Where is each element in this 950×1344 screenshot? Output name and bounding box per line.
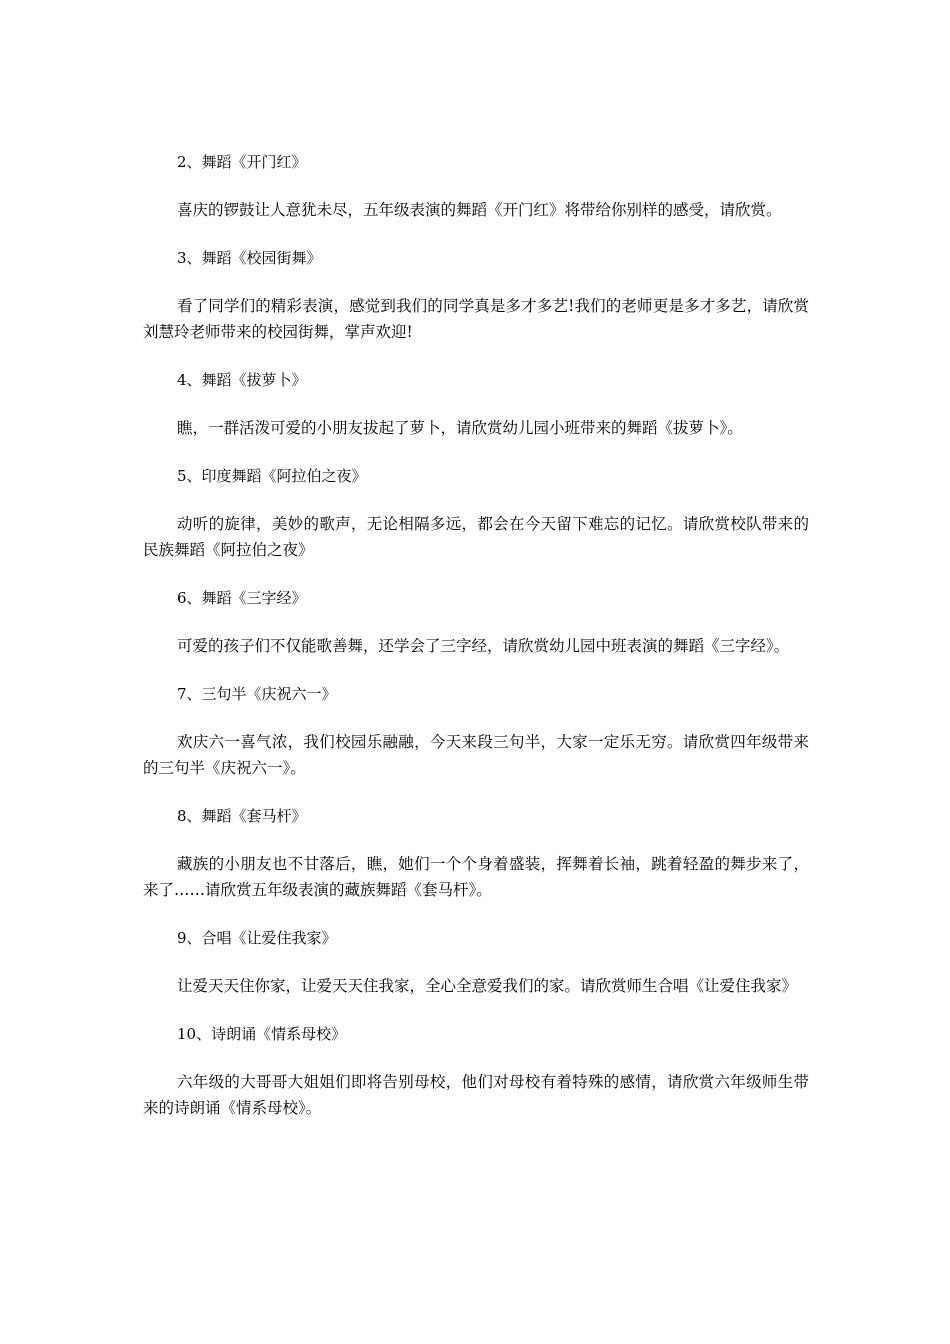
program-intro: 六年级的大哥哥大姐姐们即将告别母校，他们对母校有着特殊的感情，请欣赏六年级师生带来的诗朗诵《情系母校》。 [143,1073,809,1117]
program-title: 3、舞蹈《校园街舞》 [177,249,322,267]
program-intro: 喜庆的锣鼓让人意犹未尽，五年级表演的舞蹈《开门红》将带给你别样的感受，请欣赏。 [177,201,782,219]
program-intro: 让爱天天住你家，让爱天天住我家，全心全意爱我们的家。请欣赏师生合唱《让爱住我家》 [177,977,798,995]
program-intro: 可爱的孩子们不仅能歌善舞，还学会了三字经，请欣赏幼儿园中班表演的舞蹈《三字经》。 [177,637,790,655]
program-title: 10、诗朗诵《情系母校》 [177,1025,347,1043]
program-title: 7、三句半《庆祝六一》 [177,685,337,703]
program-intro: 动听的旋律，美妙的歌声，无论相隔多远，都会在今天留下难忘的记忆。请欣赏校队带来的民族舞蹈《阿拉伯之夜》 [143,515,809,559]
program-title: 4、舞蹈《拔萝卜》 [177,371,307,389]
program-title: 9、合唱《让爱住我家》 [177,929,337,947]
program-list [143,149,809,1143]
program-intro: 藏族的小朋友也不甘落后，瞧，她们一个个身着盛装，挥舞着长袖，跳着轻盈的舞步来了，来了……请欣赏五年级表演的藏族舞蹈《套马杆》。 [143,855,809,899]
program-intro: 看了同学们的精彩表演，感觉到我们的同学真是多才多艺!我们的老师更是多才多艺，请欣赏刘慧玲老师带来的校园街舞，掌声欢迎! [143,297,809,341]
program-title: 2、舞蹈《开门红》 [177,153,307,171]
program-title: 6、舞蹈《三字经》 [177,589,307,607]
program-intro: 瞧，一群活泼可爱的小朋友拔起了萝卜，请欣赏幼儿园小班带来的舞蹈《拔萝卜》。 [177,419,743,437]
program-title: 5、印度舞蹈《阿拉伯之夜》 [177,467,367,485]
program-title: 8、舞蹈《套马杆》 [177,807,307,825]
program-intro: 欢庆六一喜气浓，我们校园乐融融，今天来段三句半，大家一定乐无穷。请欣赏四年级带来的三句半《庆祝六一》。 [143,733,809,777]
